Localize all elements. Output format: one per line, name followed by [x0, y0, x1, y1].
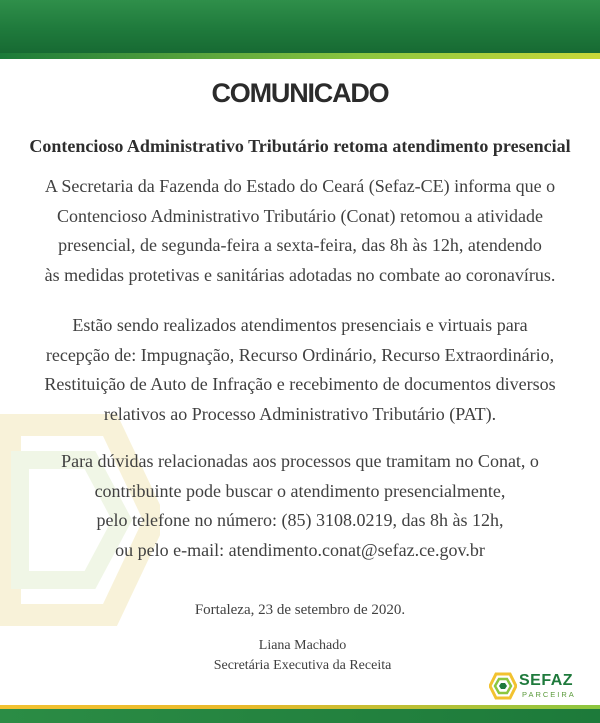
paragraph-contact [10, 447, 590, 565]
signer-name: Liana Machado [258, 638, 347, 653]
header-stripe [0, 53, 600, 59]
date-line: Fortaleza, 23 de setembro de 2020. [194, 602, 406, 618]
paragraph-line: A Secretaria da Fazenda do Estado do Ceará (Sefaz-CE) informa que o [44, 176, 556, 196]
sefaz-logo [489, 670, 575, 704]
sefaz-hexagon-icon [489, 672, 517, 700]
paragraph-line: contribuinte pode buscar o atendimento presencialmente, [94, 480, 506, 501]
signer-role: Secretária Executiva da Receita [213, 658, 392, 673]
page-subtitle: Contencioso Administrativo Tributário retoma atendimento presencial [29, 136, 571, 156]
paragraph-line: recepção de: Impugnação, Recurso Ordinário, Recurso Extraordinário, [45, 344, 555, 365]
paragraph-services [10, 311, 590, 429]
paragraph-line: Estão sendo realizados atendimentos presenciais e virtuais para [72, 315, 528, 335]
paragraph-line: às medidas protetivas e sanitárias adotadas no combate ao coronavírus. [44, 264, 556, 285]
header-band [0, 0, 600, 53]
logo-tagline: PARCEIRA [522, 690, 576, 699]
paragraph-line: ou pelo e-mail: atendimento.conat@sefaz.ce.gov.br [115, 539, 485, 560]
paragraph-line: pelo telefone no número: (85) 3108.0219, das 8h às 12h, [96, 510, 504, 530]
footer-band [0, 709, 600, 723]
page-title: COMUNICADO [211, 78, 389, 108]
paragraph-line: Restituição de Auto de Infração e recebimento de documentos diversos [44, 374, 556, 394]
paragraph-line: Contencioso Administrativo Tributário (Conat) retomou a atividade [57, 205, 543, 226]
logo-name: SEFAZ [519, 672, 574, 689]
paragraph-line: presencial, de segunda-feira a sexta-feira, das 8h às 12h, atendendo [58, 235, 542, 255]
paragraph-line: Para dúvidas relacionadas aos processos que tramitam no Conat, o [61, 451, 539, 471]
paragraph-announcement [10, 172, 590, 290]
paragraph-line: relativos ao Processo Administrativo Tributário (PAT). [103, 403, 497, 424]
